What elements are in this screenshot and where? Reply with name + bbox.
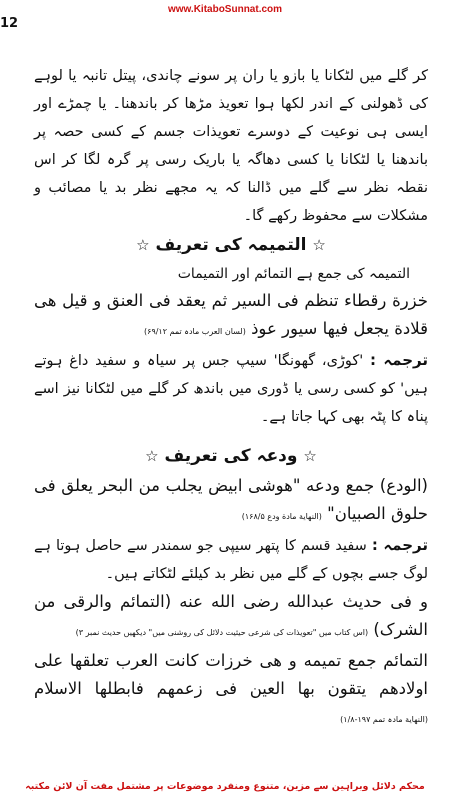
hadith-note: (اس کتاب میں "تعویذات کی شرعی حیثیت دلائل کی روشنی میں" دیکھیں حدیث نمبر ۳) xyxy=(75,628,369,637)
tamima-heading-text: التمیمہ کی تعریف xyxy=(155,235,307,255)
tamima-arabic-definition xyxy=(34,287,428,346)
star-icon: ☆ xyxy=(145,447,159,465)
final-arabic-reference: (النهایة مادہ تمم ۱۹۷-۱/۸) xyxy=(340,715,428,724)
tamima-arabic-text: خزرة رقطاء تنظم فی السیر ثم یعقد فی العنق و قیل هی قلادة یجعل فیها سیور عوذ xyxy=(34,291,428,338)
hadith-paragraph xyxy=(34,588,428,647)
hadith-arabic: و فی حدیث عبدالله رضی الله عنه (التمائم والرقی من الشرک) xyxy=(34,592,428,639)
wada-heading xyxy=(34,445,428,466)
translation-label: ترجمہ : xyxy=(370,351,428,369)
tamima-arabic-reference: (لسان العرب مادہ تمم ۶۹/۱۲) xyxy=(144,327,246,336)
star-icon: ☆ xyxy=(303,447,317,465)
footer-tagline[interactable]: محکم دلائل وبراہین سے مزین، متنوع ومنفرد موضوعات پر مشتمل مفت آن لائن مکتبہ xyxy=(25,781,425,792)
tamima-translation-text: 'کوڑی، گھونگا' سیپ جس پر سیاہ و سفید داغ ہوتے ہیں' کو کسی رسی یا ڈوری میں باندھ کر گلے میں لٹکانا نیز اسے پناہ کا پٹہ بھی کہا جاتا ہے۔ xyxy=(34,353,428,425)
intro-paragraph: کر گلے میں لٹکانا یا بازو یا ران پر سونے چاندی، پیتل تانبہ یا لوہے کی ڈھولنی کے اندر لکھا ہوا تعویذ مڑھا کر باندھنا۔ یا چمڑے اور ایسی ہی نوعیت کے دوسرے تعویذات جسم کے کسی حصہ پر باندھنا یا لٹکانا یا کسی دھاگہ یا باریک رسی پر گرہ لگا کر اس نقطہ نظر سے گلے میں ڈالنا کہ یہ مجھے نظر بد یا مصائب و مشکلات سے محفوظ رکھے گا۔ xyxy=(34,68,428,224)
tamima-plural: التمیمہ کی جمع ہے التمائم اور التمیمات xyxy=(177,266,410,282)
tamima-translation xyxy=(34,346,428,431)
wada-arabic-reference: (النهایة مادة ودع ۱۶۸/۵) xyxy=(241,512,322,521)
wada-translation-text: سفید قسم کا پتھر سیپی جو سمندر سے حاصل ہوتا ہے لوگ جسے بچوں کے گلے میں نظر بد کیلئے لٹکاتے ہیں۔ xyxy=(34,538,428,582)
star-icon: ☆ xyxy=(312,236,326,254)
wada-arabic-definition xyxy=(34,472,428,531)
wada-translation xyxy=(34,531,428,588)
final-arabic-text: التمائم جمع تمیمه و هی خرزات کانت العرب تعلقها علی اولادهم یتقون بها العین فی زعمهم فابطلها الاسلام xyxy=(34,651,428,698)
star-icon: ☆ xyxy=(136,236,150,254)
wada-heading-text: ودعہ کی تعریف xyxy=(164,446,298,466)
final-arabic-paragraph xyxy=(34,647,428,734)
wada-arabic-text: (الودع) جمع ودعه "هوشی ابیض یجلب من البحر یعلق فی حلوق الصبیان" xyxy=(34,476,428,523)
page-number: 12 xyxy=(0,16,19,31)
translation-label: ترجمہ : xyxy=(371,536,429,554)
page-content xyxy=(34,62,428,734)
site-url[interactable]: www.KitaboSunnat.com xyxy=(167,4,283,15)
tamima-heading xyxy=(34,234,428,255)
